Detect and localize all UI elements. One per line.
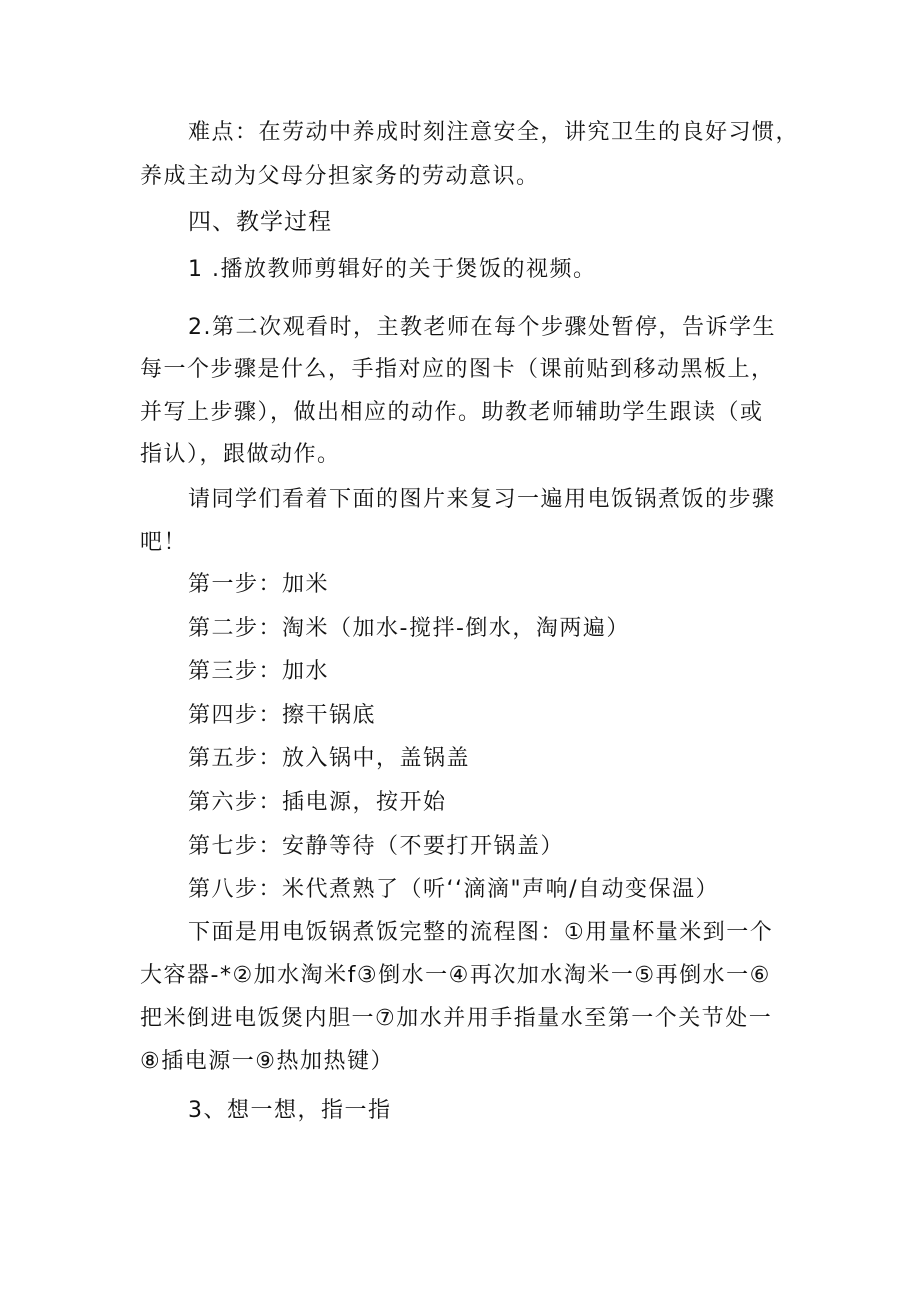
review-line-2: 吧！ bbox=[140, 530, 188, 555]
step-2-line-3: 并写上步骤），做出相应的动作。助教老师辅助学生跟读（或 bbox=[140, 400, 764, 425]
cooking-step-8: 第八步：米代煮熟了（听‘‘滴滴"声响/自动变保温） bbox=[188, 877, 720, 902]
step-2-line-4: 指认），跟做动作。 bbox=[140, 442, 341, 467]
cooking-step-2: 第二步：淘米（加水-搅拌-倒水，淘两遍） bbox=[188, 616, 630, 641]
step-2-line-1: 2.第二次观看时，主教老师在每个步骤处暂停，告诉学生 bbox=[188, 315, 776, 340]
review-line-1: 请同学们看着下面的图片来复习一遍用电饭锅煮饭的步骤 bbox=[188, 487, 776, 512]
flow-line-4: ⑧插电源一⑨热加热键） bbox=[140, 1049, 394, 1074]
cooking-step-3: 第三步：加水 bbox=[188, 659, 330, 684]
section-heading: 四、教学过程 bbox=[188, 209, 332, 235]
cooking-step-4: 第四步：擦干锅底 bbox=[188, 703, 377, 728]
flow-line-2: 大容器-*②加水淘米f③倒水一④再次加水淘米一⑤再倒水一⑥ bbox=[140, 963, 771, 988]
cooking-step-1: 第一步：加米 bbox=[188, 572, 330, 597]
step-1-paragraph: 1 .播放教师剪辑好的关于煲饭的视频。 bbox=[188, 257, 597, 282]
flow-line-1: 下面是用电饭锅煮饭完整的流程图：①用量杯量米到一个 bbox=[188, 920, 774, 945]
step-2-line-2: 每一个步骤是什么，手指对应的图卡（课前贴到移动黑板上， bbox=[140, 357, 775, 382]
cooking-step-7: 第七步：安静等待（不要打开锅盖） bbox=[188, 834, 565, 859]
difficulty-line-1: 难点：在劳动中养成时刻注意安全，讲究卫生的良好习惯， bbox=[188, 120, 800, 145]
difficulty-line-2: 养成主动为父母分担家务的劳动意识。 bbox=[140, 164, 540, 189]
flow-line-3: 把米倒进电饭煲内胆一⑦加水并用手指量水至第一个关节处一 bbox=[140, 1006, 773, 1031]
cooking-step-6: 第六步：插电源，按开始 bbox=[188, 790, 447, 815]
cooking-step-5: 第五步：放入锅中，盖锅盖 bbox=[188, 746, 471, 771]
step-3-paragraph: 3、想一想，指一指 bbox=[188, 1098, 392, 1123]
